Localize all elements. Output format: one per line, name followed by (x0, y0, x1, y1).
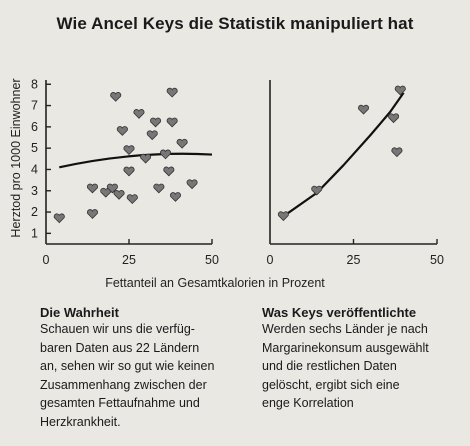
y-tick-label: 3 (31, 183, 38, 198)
data-point (154, 184, 164, 193)
data-point (177, 139, 187, 148)
left-scatter-panel (31, 77, 219, 267)
right-scatter-panel (267, 80, 444, 267)
y-tick-label: 8 (31, 77, 38, 92)
x-tick-label: 50 (205, 253, 219, 267)
data-point (134, 109, 144, 118)
data-point (117, 127, 127, 136)
y-tick-label: 6 (31, 119, 38, 134)
data-point (147, 131, 157, 140)
data-point (87, 210, 97, 219)
x-tick-label: 0 (42, 253, 50, 267)
data-point (187, 180, 197, 189)
data-point (54, 214, 64, 223)
y-tick-label: 7 (31, 98, 38, 113)
data-point (111, 92, 121, 101)
y-tick-label: 2 (31, 205, 38, 220)
caption-right-body: Werden sechs Länder je nach Margarinekonsum ausgewählt und die restlichen Daten gelöscht, ergibt sich eine enge Korrelation (262, 322, 429, 410)
trend-line (59, 154, 212, 168)
x-tick-label: 25 (122, 253, 136, 267)
caption-right-heading: Was Keys veröffentlichte (262, 305, 417, 320)
caption-left-heading: Die Wahrheit (40, 305, 119, 320)
caption-left-body: Schauen wir uns die verfüg- baren Daten aus 22 Ländern an, sehen wir so gut wie keinen Zusammenhang zwischen der gesamten Fettaufnahme und Herzkrankheit. (40, 322, 215, 429)
data-point (150, 118, 160, 127)
page-title: Wie Ancel Keys die Statistik manipuliert hat (56, 14, 414, 33)
data-point (392, 148, 402, 157)
trend-line (283, 93, 403, 217)
data-point (312, 186, 322, 195)
data-point (124, 167, 134, 176)
data-point (170, 193, 180, 202)
data-point (124, 146, 134, 155)
data-point (167, 88, 177, 97)
y-tick-label: 1 (31, 226, 38, 241)
data-point (127, 195, 137, 204)
y-tick-label: 5 (31, 141, 38, 156)
data-point (87, 184, 97, 193)
data-point (160, 150, 170, 159)
data-point (114, 190, 124, 199)
y-axis-label: Herztod pro 1000 Einwohner (9, 78, 23, 238)
data-point (140, 154, 150, 163)
data-point (358, 105, 368, 114)
data-point (388, 114, 398, 123)
data-point (278, 212, 288, 221)
x-tick-label: 25 (346, 253, 361, 267)
data-point (164, 167, 174, 176)
x-axis-label: Fettanteil an Gesamtkalorien in Prozent (105, 276, 325, 290)
x-tick-label: 50 (430, 253, 444, 267)
y-tick-label: 4 (31, 162, 38, 177)
data-point (167, 118, 177, 127)
x-tick-label: 0 (266, 253, 274, 267)
